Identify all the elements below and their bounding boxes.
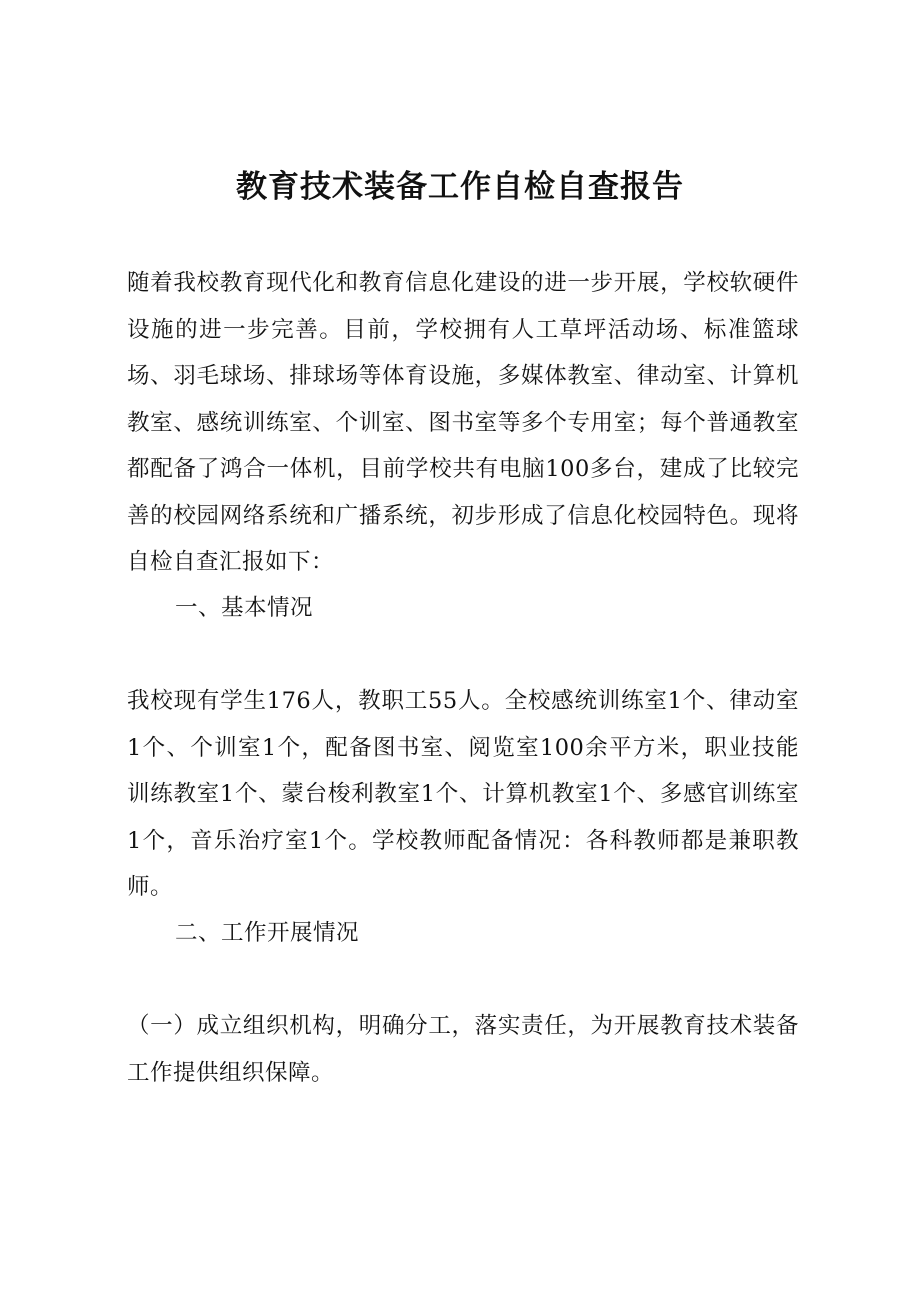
- intro-paragraph: 随着我校教育现代化和教育信息化建设的进一步开展，学校软硬件设施的进一步完善。目前，学校拥有人工草坪活动场、标准篮球场、羽毛球场、排球场等体育设施，多媒体教室、律动室、计算机教室、感统训练室、个训室、图书室等多个专用室；每个普通教室都配备了鸿合一体机，目前学校共有电脑100多台，建成了比较完善的校园网络系统和广播系统，初步形成了信息化校园特色。现将自检自查汇报如下：: [127, 270, 799, 575]
- section-heading-basic-situation: 一、基本情况: [175, 595, 314, 621]
- work-progress-subsection-paragraph: （一）成立组织机构，明确分工，落实责任，为开展教育技术装备工作提供组织保障。: [127, 1013, 799, 1086]
- document-title: 教育技术装备工作自检自查报告: [236, 169, 684, 205]
- section-heading-work-progress: 二、工作开展情况: [175, 920, 360, 946]
- basic-situation-paragraph: 我校现有学生176人，教职工55人。全校感统训练室1个、律动室1个、个训室1个，配备图书室、阅览室100余平方米，职业技能训练教室1个、蒙台梭利教室1个、计算机教室1个、多感官训练室1个，音乐治疗室1个。学校教师配备情况：各科教师都是兼职教师。: [127, 688, 799, 900]
